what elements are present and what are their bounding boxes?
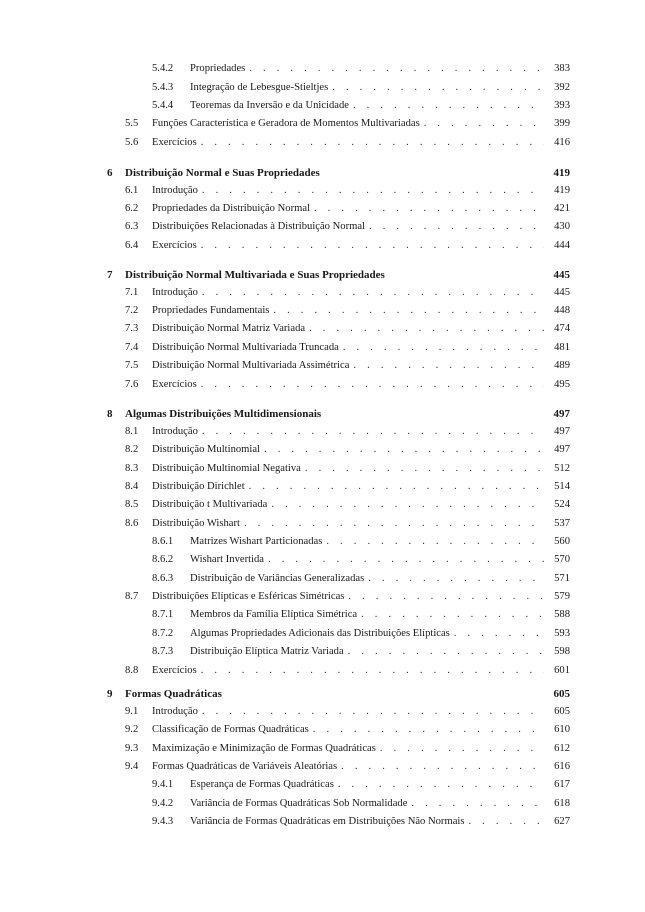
toc-title: Distribuição t Multivariada: [152, 499, 268, 510]
dot-leader: [353, 359, 544, 373]
toc-subsection: [152, 797, 570, 811]
toc-section: [125, 760, 570, 774]
toc-title: Introdução: [152, 706, 198, 717]
toc-title: Propriedades: [190, 63, 246, 74]
toc-section: [125, 304, 570, 318]
toc-page-number: 445: [553, 269, 570, 281]
toc-number: 8.4: [125, 481, 139, 492]
toc-number: 7.5: [125, 360, 139, 371]
toc-title: Algumas Distribuições Multidimensionais: [125, 408, 322, 420]
toc-section: [125, 425, 570, 439]
dot-leader: [348, 645, 544, 659]
toc-page-number: 445: [554, 287, 570, 298]
toc-title: Formas Quadráticas: [125, 688, 222, 700]
toc-subsection: [152, 608, 570, 622]
toc-section: [125, 705, 570, 719]
toc-title: Exercícios: [152, 665, 197, 676]
toc-number: 8.7.2: [152, 628, 174, 639]
toc-title: Classificação de Formas Quadráticas: [152, 724, 309, 735]
toc-title: Teoremas da Inversão e da Unicidade: [190, 100, 349, 111]
toc-title: Membros da Família Elíptica Simétrica: [190, 609, 358, 620]
toc-page-number: 383: [554, 63, 570, 74]
toc-title: Exercícios: [152, 379, 197, 390]
toc-page-number: 497: [554, 426, 570, 437]
toc-page-number: 421: [554, 203, 570, 214]
toc-subsection: [152, 572, 570, 586]
dot-leader: [314, 202, 544, 216]
toc-number: 7.1: [125, 287, 139, 298]
toc-number: 5.5: [125, 118, 139, 129]
dot-leader: [341, 760, 544, 774]
toc-number: 8.6.1: [152, 536, 174, 547]
toc-page-number: 618: [554, 798, 570, 809]
toc-number: 7.6: [125, 379, 139, 390]
dot-leader: [201, 136, 544, 150]
dot-leader: [424, 117, 544, 131]
toc-number: 8.7.3: [152, 646, 174, 657]
toc-title: Distribuição Elíptica Matriz Variada: [190, 646, 344, 657]
toc-title: Distribuição de Variâncias Generalizadas: [190, 573, 365, 584]
toc-number: 9.1: [125, 706, 139, 717]
toc-section: [125, 742, 570, 756]
dot-leader: [273, 304, 544, 318]
dot-leader: [202, 705, 544, 719]
toc-section: [125, 136, 570, 150]
toc-page-number: 514: [554, 481, 570, 492]
dot-leader: [201, 664, 544, 678]
toc-page-number: 560: [554, 536, 570, 547]
toc-section: [125, 286, 570, 300]
toc-number: 9.2: [125, 724, 139, 735]
dot-leader: [201, 239, 544, 253]
dot-leader: [244, 517, 544, 531]
toc-number: 8: [107, 408, 113, 420]
toc-section: [125, 341, 570, 355]
toc-title: Funções Característica e Geradora de Momentos Multivariadas: [152, 118, 420, 129]
toc-number: 9: [107, 688, 113, 700]
toc-title: Distribuição Dirichlet: [152, 481, 245, 492]
toc-number: 9.3: [125, 743, 139, 754]
toc-title: Distribuições Relacionadas à Distribuição Normal: [152, 221, 365, 232]
toc-title: Integração de Lebesgue-Stieltjes: [190, 82, 329, 93]
toc-number: 9.4.1: [152, 779, 174, 790]
toc-number: 8.6: [125, 518, 139, 529]
toc-page-number: 419: [554, 185, 570, 196]
dot-leader: [202, 425, 544, 439]
dot-leader: [361, 608, 544, 622]
toc-title: Distribuição Wishart: [152, 518, 240, 529]
toc-number: 6.4: [125, 240, 139, 251]
toc-number: 8.3: [125, 463, 139, 474]
dot-leader: [271, 498, 544, 512]
toc-number: 7: [107, 269, 113, 281]
toc-chapter: [107, 268, 570, 282]
dot-leader: [369, 220, 544, 234]
toc-number: 8.6.3: [152, 573, 174, 584]
toc-page-number: 430: [554, 221, 570, 232]
toc-page-number: 571: [554, 573, 570, 584]
toc-section: [125, 322, 570, 336]
toc-page-number: 393: [554, 100, 570, 111]
dot-leader: [348, 590, 544, 604]
dot-leader: [468, 815, 544, 829]
toc-chapter: [107, 407, 570, 421]
toc-section: [125, 590, 570, 604]
toc-section: [125, 184, 570, 198]
toc-number: 8.7.1: [152, 609, 174, 620]
toc-page-number: 416: [554, 137, 570, 148]
toc-section: [125, 498, 570, 512]
toc-page-number: 392: [554, 82, 570, 93]
toc-title: Esperança de Formas Quadráticas: [190, 779, 334, 790]
toc-title: Algumas Propriedades Adicionais das Distribuições Elípticas: [190, 628, 450, 639]
toc-page-number: 617: [554, 779, 570, 790]
dot-leader: [305, 462, 544, 476]
toc-title: Distribuição Normal Multivariada e Suas Propriedades: [125, 269, 385, 281]
dot-leader: [264, 443, 544, 457]
toc-page-number: 524: [554, 499, 570, 510]
toc-section: [125, 239, 570, 253]
toc-title: Propriedades da Distribuição Normal: [152, 203, 310, 214]
toc-title: Introdução: [152, 426, 198, 437]
toc-number: 5.6: [125, 137, 139, 148]
dot-leader: [313, 723, 544, 737]
toc-title: Distribuição Multinomial: [152, 444, 260, 455]
toc-page-number: 448: [554, 305, 570, 316]
dot-leader: [332, 81, 544, 95]
toc-page-number: 444: [554, 240, 570, 251]
toc-page-number: 593: [554, 628, 570, 639]
toc-number: 6: [107, 167, 113, 179]
toc-title: Distribuições Elípticas e Esféricas Simétricas: [152, 591, 345, 602]
toc-subsection: [152, 535, 570, 549]
toc-number: 8.1: [125, 426, 139, 437]
toc-section: [125, 117, 570, 131]
toc-title: Distribuição Normal Multivariada Truncada: [152, 342, 339, 353]
toc-section: [125, 202, 570, 216]
toc-subsection: [152, 81, 570, 95]
toc-title: Distribuição Multinomial Negativa: [152, 463, 301, 474]
toc-chapter: [107, 166, 570, 180]
toc-number: 8.8: [125, 665, 139, 676]
dot-leader: [380, 742, 544, 756]
toc-subsection: [152, 62, 570, 76]
toc-section: [125, 517, 570, 531]
toc-subsection: [152, 815, 570, 829]
dot-leader: [309, 322, 544, 336]
dot-leader: [249, 62, 544, 76]
toc-number: 6.3: [125, 221, 139, 232]
toc-page-number: 399: [554, 118, 570, 129]
dot-leader: [202, 286, 544, 300]
dot-leader: [338, 778, 544, 792]
toc-section: [125, 220, 570, 234]
dot-leader: [326, 535, 544, 549]
toc-title: Propriedades Fundamentais: [152, 305, 270, 316]
toc-page-number: 497: [554, 444, 570, 455]
toc-number: 8.6.2: [152, 554, 174, 565]
toc-title: Distribuição Normal e Suas Propriedades: [125, 167, 320, 179]
toc-title: Matrizes Wishart Particionadas: [190, 536, 323, 547]
toc-subsection: [152, 778, 570, 792]
toc-number: 8.2: [125, 444, 139, 455]
dot-leader: [201, 378, 544, 392]
toc-title: Introdução: [152, 185, 198, 196]
toc-page-number: 605: [554, 706, 570, 717]
toc-title: Formas Quadráticas de Variáveis Aleatórias: [152, 761, 338, 772]
dot-leader: [353, 99, 544, 113]
toc-page-number: 512: [554, 463, 570, 474]
toc-section: [125, 723, 570, 737]
toc-page-number: 537: [554, 518, 570, 529]
toc-number: 6.1: [125, 185, 139, 196]
toc-page-number: 598: [554, 646, 570, 657]
toc-title: Introdução: [152, 287, 198, 298]
toc-subsection: [152, 627, 570, 641]
toc-page-number: 474: [554, 323, 570, 334]
dot-leader: [343, 341, 544, 355]
toc-number: 7.2: [125, 305, 139, 316]
toc-page-number: 570: [554, 554, 570, 565]
toc-title: Distribuição Normal Matriz Variada: [152, 323, 306, 334]
dot-leader: [368, 572, 544, 586]
toc-section: [125, 443, 570, 457]
toc-number: 6.2: [125, 203, 139, 214]
toc-section: [125, 378, 570, 392]
toc-page-number: 616: [554, 761, 570, 772]
toc-page-number: 489: [554, 360, 570, 371]
toc-subsection: [152, 99, 570, 113]
toc-page-number: 610: [554, 724, 570, 735]
toc-page-number: 612: [554, 743, 570, 754]
toc-section: [125, 480, 570, 494]
toc-page-number: 588: [554, 609, 570, 620]
toc-title: Exercícios: [152, 240, 197, 251]
toc-page-number: 579: [554, 591, 570, 602]
dot-leader: [268, 553, 544, 567]
toc-page-number: 605: [553, 688, 570, 700]
toc-page-number: 497: [553, 408, 570, 420]
toc-number: 5.4.3: [152, 82, 174, 93]
toc-number: 7.3: [125, 323, 139, 334]
toc-title: Distribuição Normal Multivariada Assimétrica: [152, 360, 350, 371]
toc-number: 9.4.2: [152, 798, 174, 809]
toc-number: 5.4.2: [152, 63, 174, 74]
toc-title: Maximização e Minimização de Formas Quadráticas: [152, 743, 376, 754]
toc-page-number: 627: [554, 816, 570, 827]
toc-title: Wishart Invertida: [190, 554, 264, 565]
toc-title: Variância de Formas Quadráticas em Distribuições Não Normais: [190, 816, 465, 827]
toc-title: Exercícios: [152, 137, 197, 148]
toc-section: [125, 359, 570, 373]
dot-leader: [249, 480, 544, 494]
toc-section: [125, 462, 570, 476]
toc-page-number: 481: [554, 342, 570, 353]
toc-title: Variância de Formas Quadráticas Sob Normalidade: [190, 798, 408, 809]
toc-number: 9.4.3: [152, 816, 174, 827]
toc-subsection: [152, 553, 570, 567]
toc-number: 9.4: [125, 761, 139, 772]
toc-subsection: [152, 645, 570, 659]
dot-leader: [411, 797, 544, 811]
toc-page-number: 601: [554, 665, 570, 676]
dot-leader: [202, 184, 544, 198]
toc-number: 7.4: [125, 342, 139, 353]
dot-leader: [454, 627, 544, 641]
toc-section: [125, 664, 570, 678]
toc-number: 8.5: [125, 499, 139, 510]
toc-chapter: [107, 687, 570, 701]
toc-number: 8.7: [125, 591, 139, 602]
toc-page-number: 495: [554, 379, 570, 390]
toc-number: 5.4.4: [152, 100, 174, 111]
toc-page-number: 419: [553, 167, 570, 179]
